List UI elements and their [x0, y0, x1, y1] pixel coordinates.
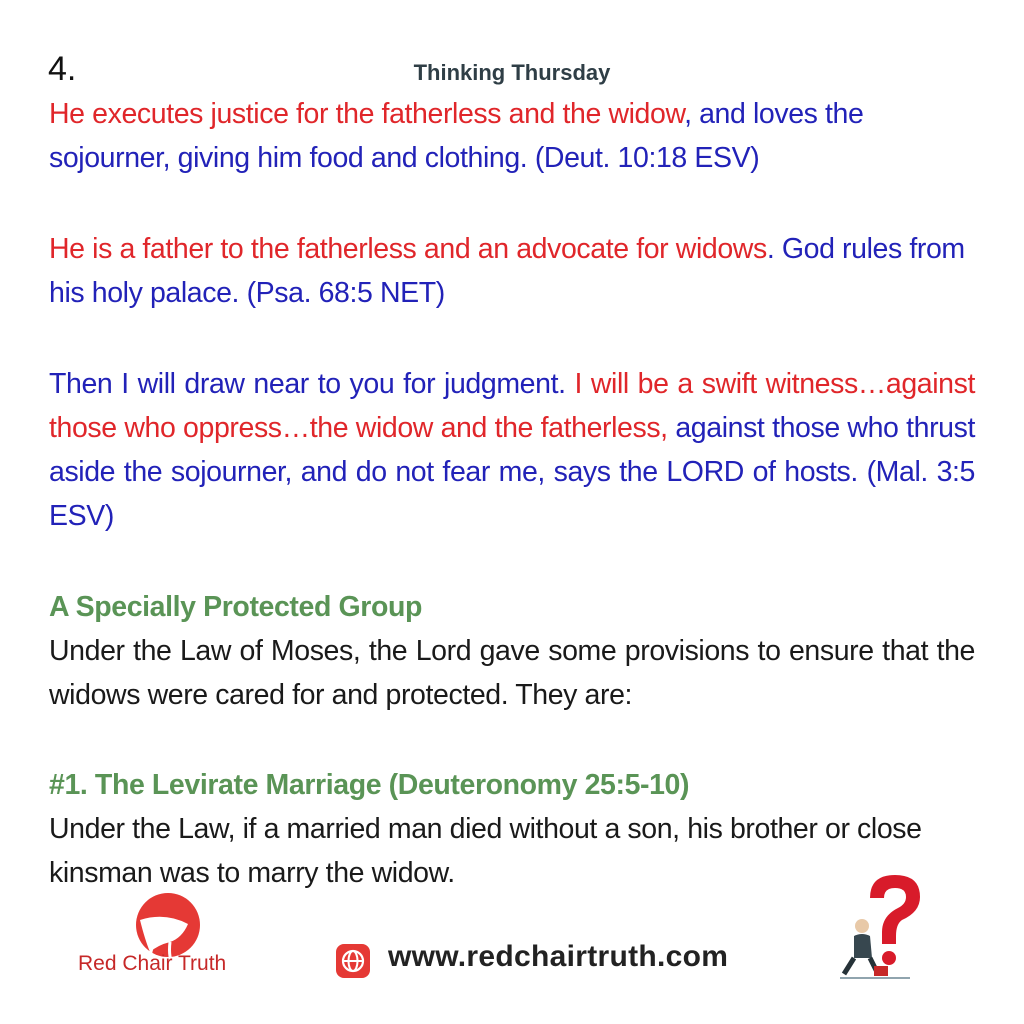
verse-red-text: I will be a swift witness…against those who oppress…the widow and the fatherless,	[49, 368, 975, 444]
verse-red-text: He executes justice for the fatherless and the widow	[49, 98, 685, 130]
brand-name: Red Chair Truth	[78, 952, 227, 975]
section-body: Under the Law, if a married man died without a son, his brother or close kinsman was to marry the widow.	[49, 813, 922, 889]
website-link[interactable]: www.redchairtruth.com	[388, 940, 729, 973]
section-body: Under the Law of Moses, the Lord gave some provisions to ensure that the widows were cared for and protected. They are:	[49, 635, 975, 711]
verse-psalm	[49, 227, 975, 315]
verse-deuteronomy	[49, 92, 975, 180]
verse-blue-text: Then I will draw near to you for judgment.	[49, 368, 575, 400]
section-heading: #1. The Levirate Marriage (Deuteronomy 25:5-10)	[49, 769, 690, 801]
verse-red-text: He is a father to the fatherless and an advocate for widows	[49, 233, 767, 265]
verse-blue-text: , and loves the sojourner, giving him food and clothing. (Deut. 10:18 ESV)	[49, 98, 864, 174]
verse-blue-text: against those who thrust aside the sojourner, and do not fear me, says the LORD of hosts. (Mal. 3:5 ESV)	[49, 412, 975, 532]
page-title: Thinking Thursday	[413, 60, 611, 85]
globe-icon	[336, 944, 370, 978]
verse-blue-text: . God rules from his holy palace. (Psa. 68:5 NET)	[49, 233, 965, 309]
verse-malachi	[49, 362, 975, 538]
section-heading: A Specially Protected Group	[49, 591, 422, 623]
page-number: 4.	[48, 50, 77, 88]
question-mark-person-icon	[840, 870, 940, 990]
